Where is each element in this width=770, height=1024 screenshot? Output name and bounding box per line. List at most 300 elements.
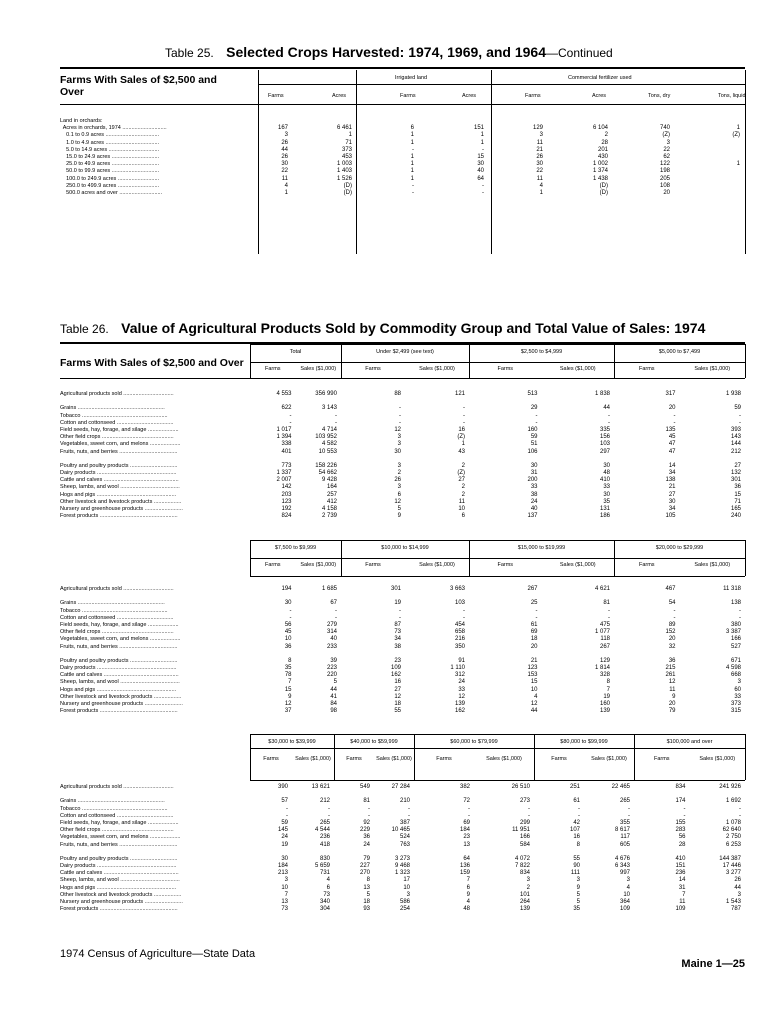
table-cell: 373	[341, 146, 352, 153]
table-cell: 11	[536, 175, 543, 182]
table-cell: -	[739, 419, 741, 426]
table-cell: 233	[326, 643, 337, 650]
table-cell: -	[608, 607, 610, 614]
table-cell: 6	[461, 513, 465, 520]
table26-title	[60, 320, 705, 338]
table-cell: 8	[288, 657, 292, 664]
table-cell: 167	[277, 125, 288, 132]
table-cell: 1 110	[450, 665, 465, 672]
table-cell: 29	[530, 405, 538, 412]
table-cell: 138	[665, 477, 676, 484]
table-cell: 1 543	[725, 899, 741, 905]
table25-column	[312, 118, 352, 197]
table-cell	[420, 849, 470, 856]
table-cell: -	[368, 812, 370, 819]
table-cell: 267	[599, 643, 610, 650]
table-cell: 103	[599, 441, 610, 448]
table-cell	[700, 190, 740, 197]
table-cell: 106	[527, 448, 538, 455]
table-cell: 145	[277, 827, 288, 834]
table-cell: 159	[459, 870, 470, 877]
table-cell	[700, 183, 740, 190]
table26-col-header: Sales ($1,000)	[699, 756, 736, 762]
table26-col-header: Farms	[638, 562, 655, 568]
table-cell: 2 007	[276, 477, 292, 484]
stub-label: Cattle and calves .................................................	[60, 870, 179, 877]
table-cell	[420, 791, 470, 798]
table-cell: 13 621	[311, 784, 330, 790]
table-cell: 430	[597, 153, 608, 160]
table-cell: 824	[281, 513, 292, 520]
table-cell	[700, 168, 740, 175]
table-cell: 55	[394, 708, 401, 715]
table-cell: 8	[366, 877, 370, 884]
table-cell: -	[463, 412, 465, 419]
table-cell: 261	[665, 672, 676, 679]
table-cell: -	[463, 405, 465, 412]
table-cell: 26	[394, 477, 401, 484]
table-cell: 43	[458, 448, 465, 455]
table-cell	[248, 118, 288, 125]
table-cell: 84	[330, 701, 337, 707]
table-cell: 117	[620, 834, 630, 841]
table-cell	[312, 118, 352, 125]
table26-col-header: Farms	[638, 366, 655, 372]
table26-column	[691, 586, 741, 715]
table-cell: 56	[678, 834, 686, 841]
table-cell: 10	[284, 636, 292, 643]
table-cell: 5	[333, 679, 337, 686]
table-cell: 1	[736, 161, 740, 168]
table-cell: -	[608, 412, 610, 419]
table-cell: 4 158	[321, 506, 337, 512]
table-cell: 10	[403, 884, 410, 891]
table-cell: -	[412, 182, 414, 189]
table-cell: 236	[675, 870, 686, 877]
table26-header-rule	[250, 576, 745, 577]
table-cell: 35	[284, 665, 292, 672]
table-cell: 24	[281, 834, 288, 841]
table-cell: 373	[730, 701, 741, 707]
table25-title	[165, 44, 613, 62]
table26-divider	[745, 540, 746, 576]
table-cell: 93	[363, 906, 370, 913]
table-cell: 26 510	[511, 784, 530, 790]
table-cell: 44	[530, 708, 538, 715]
table-cell: 1 526	[336, 175, 352, 182]
table-cell	[415, 398, 465, 405]
table-cell	[626, 456, 676, 463]
table-cell: 350	[454, 643, 465, 650]
table26-column	[560, 391, 610, 520]
stub-label: Tobacco ........................................................	[60, 805, 168, 812]
table-cell: 30	[668, 498, 676, 505]
table-cell	[700, 147, 740, 154]
table-cell: 144	[730, 441, 741, 448]
table-cell: 69	[530, 629, 538, 636]
table-cell: 16	[573, 834, 580, 841]
table-cell: 34	[668, 470, 676, 477]
table-cell: 156	[599, 434, 610, 441]
table26-column	[480, 784, 530, 913]
table-cell: 364	[619, 899, 630, 905]
table-cell: 30	[530, 462, 538, 469]
table-cell: 33	[603, 484, 610, 491]
table-cell: 212	[730, 448, 741, 455]
table-cell: 71	[345, 139, 352, 146]
table-cell: 118	[600, 636, 610, 643]
table-cell: 45	[668, 434, 676, 441]
table-cell: -	[335, 607, 337, 614]
table-cell: (D)	[599, 189, 608, 196]
table-cell: 668	[730, 672, 741, 679]
table-cell: 8	[576, 841, 580, 848]
table-cell: 200	[527, 477, 538, 484]
table-cell: 15	[284, 686, 292, 693]
table-cell: 88	[394, 391, 401, 397]
table-cell: (Z)	[732, 132, 740, 139]
table25-stub	[60, 118, 256, 197]
table-cell: 1	[539, 189, 543, 196]
table-cell: -	[739, 607, 741, 614]
table-cell: 89	[668, 621, 676, 628]
table-cell	[700, 140, 740, 147]
table-cell: 151	[675, 863, 686, 870]
table-cell: 26	[536, 153, 543, 160]
table-cell: 830	[319, 855, 330, 862]
table-cell: -	[335, 614, 337, 621]
table-cell: 38	[394, 643, 401, 650]
table26-col-header: Farms	[346, 756, 362, 762]
table-cell: -	[535, 614, 538, 621]
table-cell: 9	[466, 891, 470, 898]
table-cell: 1 003	[336, 161, 352, 168]
table26-col-header: Farms	[497, 562, 514, 568]
table-cell: 73	[394, 629, 401, 636]
table-cell: 1	[410, 168, 414, 175]
table-cell: 48	[463, 906, 470, 913]
table-cell: -	[673, 607, 676, 614]
table26-column	[415, 391, 465, 520]
table-cell: 773	[281, 462, 292, 469]
table-cell: -	[608, 614, 610, 621]
stub-label: Other livestock and livestock products ..................	[60, 693, 182, 700]
table-cell: -	[608, 419, 610, 426]
table-cell: 19	[603, 693, 610, 700]
table-cell	[530, 849, 580, 856]
stub-label: Dairy products ....................................................	[60, 470, 177, 477]
stub-label: Forest products ...................................................	[60, 708, 178, 715]
table26-col-header: Farms	[497, 366, 514, 372]
table-cell: 299	[519, 819, 530, 826]
table-cell: -	[399, 607, 401, 614]
table-cell: 3	[397, 441, 401, 448]
table-cell: 162	[454, 708, 465, 715]
footer-source: 1974 Census of Agriculture—State Data	[60, 948, 256, 960]
table-cell: 251	[569, 784, 580, 790]
table-cell: 22	[663, 146, 670, 153]
table25-col-header: Farms	[525, 93, 541, 99]
table-cell: 14	[678, 877, 686, 884]
table26-column	[560, 586, 610, 715]
table-cell: 166	[730, 636, 741, 643]
table-cell: -	[683, 805, 686, 812]
table-cell	[351, 593, 401, 600]
table-cell: 236	[319, 834, 330, 841]
table26-column	[420, 784, 470, 913]
table-cell: 103 952	[315, 434, 337, 441]
table-cell: 6	[397, 491, 401, 498]
table-cell: 475	[599, 621, 610, 628]
table-cell: 257	[326, 491, 337, 498]
table-cell: 98	[330, 708, 337, 715]
table-cell: 1 685	[321, 586, 337, 592]
stub-label: Agricultural products sold .................................	[60, 391, 174, 397]
table-cell: 3	[406, 891, 410, 898]
table-cell: -	[289, 412, 292, 419]
table26-col-header: Sales ($1,000)	[591, 756, 627, 762]
stub-label: 500.0 acres and over ............................	[60, 189, 163, 196]
table-cell: 26	[281, 139, 288, 146]
table-cell: 22	[281, 168, 288, 175]
table26-column	[488, 586, 538, 715]
table26-column	[626, 586, 676, 715]
table-cell: 30	[603, 462, 610, 469]
table-cell: 121	[454, 391, 465, 397]
table-cell	[568, 118, 608, 125]
table-cell: 3 277	[725, 870, 741, 877]
stub-label: Other livestock and livestock products ..................	[60, 891, 182, 898]
table26-column	[415, 586, 465, 715]
table26-group-header: Under $2,499 (see text)	[376, 349, 434, 355]
table-cell: 139	[454, 701, 465, 707]
table-cell: 92	[363, 819, 370, 826]
table-cell: 229	[359, 827, 370, 834]
table-cell: 3	[284, 877, 288, 884]
table-cell: 17 446	[722, 863, 741, 870]
table-cell: 13	[463, 841, 470, 848]
table26-group-header: $30,000 to $39,999	[268, 739, 316, 745]
table-cell: 328	[599, 672, 610, 679]
table-cell: 1 078	[725, 819, 741, 826]
table-cell: 605	[619, 841, 630, 848]
stub-label: Agricultural products sold .................................	[60, 784, 174, 790]
table-cell: 5	[366, 891, 370, 898]
table-cell: 6	[326, 884, 330, 891]
table-cell: 356 990	[315, 391, 337, 397]
table26-group-header: $10,000 to $14,999	[381, 545, 429, 551]
table-cell: 671	[730, 657, 741, 664]
table26-group-header: $60,000 to $79,999	[450, 739, 498, 745]
table-cell: 198	[659, 168, 670, 175]
table-cell: 137	[527, 513, 538, 520]
table-cell: 9 428	[321, 477, 337, 484]
table-cell: 18	[530, 636, 538, 643]
table-cell: 37	[284, 708, 292, 715]
table-cell: 108	[659, 182, 670, 189]
table-cell: 297	[599, 448, 610, 455]
stub-label: Cotton and cottonseed .....................................	[60, 419, 174, 426]
table-cell: 12	[530, 701, 538, 707]
table-cell: 740	[659, 125, 670, 132]
table-cell: -	[412, 146, 414, 153]
stub-label: Other field crops ...............................................	[60, 629, 174, 636]
stub-label: Land in orchards:	[60, 118, 103, 124]
table-cell: 658	[454, 629, 465, 636]
table-cell: -	[289, 614, 292, 621]
table-cell: 36	[734, 484, 741, 491]
table-cell: 1	[410, 175, 414, 182]
table-cell: 62 640	[722, 827, 741, 834]
table26-block-top-rule	[250, 734, 745, 735]
table25-col-header: Acres	[462, 93, 477, 99]
table-cell: 101	[519, 891, 530, 898]
table26-divider	[745, 344, 746, 378]
stub-label	[60, 651, 245, 658]
table-cell: 109	[390, 665, 401, 672]
table-cell: 1 938	[725, 391, 741, 397]
table-cell: 241 926	[719, 784, 741, 790]
table-cell: 30	[394, 448, 401, 455]
table-cell: 8 617	[614, 827, 630, 834]
table-cell: 158 226	[315, 462, 337, 469]
table-cell: -	[673, 614, 676, 621]
table-cell: 165	[730, 506, 741, 512]
table-cell: (D)	[343, 182, 352, 189]
table-cell: 410	[599, 477, 610, 484]
table-cell: 1	[736, 125, 740, 132]
table-cell: 1	[348, 132, 352, 139]
table-cell	[691, 849, 741, 856]
table-cell	[530, 791, 580, 798]
table-cell: 6 253	[725, 841, 741, 848]
table25-divider	[356, 70, 357, 254]
stub-label: Sheep, lambs, and wool .......................................	[60, 679, 180, 686]
stub-label: Cotton and cottonseed .....................................	[60, 614, 174, 621]
table26-column	[530, 784, 580, 913]
table-cell: 48	[603, 470, 610, 477]
stub-label: Vegetables, sweet corn, and melons ....................	[60, 834, 181, 841]
table-cell: 4	[284, 182, 288, 189]
table26-col-header: Sales ($1,000)	[419, 562, 455, 568]
stub-label: Vegetables, sweet corn, and melons ....................	[60, 636, 181, 643]
table-cell: 81	[363, 798, 370, 805]
table-cell: 338	[281, 441, 292, 448]
table-cell: 997	[619, 870, 630, 877]
table-cell	[503, 118, 543, 125]
table26-group-header: $15,000 to $19,999	[517, 545, 566, 551]
table-cell: -	[683, 812, 686, 819]
table26-column	[488, 391, 538, 520]
table-cell: 26	[281, 153, 288, 160]
table-cell: 223	[326, 665, 337, 672]
table-cell: 78	[284, 672, 292, 679]
table-cell: 25	[530, 600, 538, 607]
table26-group-rule	[250, 362, 745, 363]
table-cell: -	[328, 812, 330, 819]
table26-column	[691, 391, 741, 520]
footer-page-number: Maine 1—25	[681, 958, 745, 970]
table-cell: 3	[576, 877, 580, 884]
table-cell: 834	[519, 870, 530, 877]
table-cell: 11	[458, 498, 465, 505]
table26-col-header: Farms	[653, 756, 670, 762]
table-cell: 174	[675, 798, 686, 805]
table-cell: 467	[665, 586, 676, 592]
table-cell: 1	[284, 189, 288, 196]
table-cell: 123	[281, 498, 292, 505]
stub-label: Fruits, nuts, and berries ......................................	[60, 841, 178, 848]
table-cell: -	[335, 419, 337, 426]
table-cell: 3	[539, 132, 543, 139]
table26-col-header: Farms	[436, 756, 452, 762]
table-cell: 7	[466, 877, 470, 884]
table-cell: 10	[458, 506, 465, 512]
table26-group-rule	[250, 558, 745, 559]
table-cell: -	[528, 812, 530, 819]
table-cell: 6 461	[336, 125, 352, 132]
table-cell: 1 323	[394, 870, 410, 877]
table26-header-rule	[250, 780, 745, 781]
table-cell	[242, 398, 292, 405]
table-cell: -	[482, 146, 484, 153]
table-cell: 401	[281, 448, 292, 455]
table-cell: 35	[603, 498, 610, 505]
table-cell: -	[463, 419, 465, 426]
stub-label: 15.0 to 24.9 acres ...............................	[60, 153, 160, 160]
table-cell: -	[482, 189, 484, 196]
table-cell: 54 662	[318, 470, 337, 477]
table-cell: 453	[341, 153, 352, 160]
table26-stub	[60, 391, 245, 520]
table-cell: 105	[665, 513, 676, 520]
table-cell: 304	[319, 906, 330, 913]
table-cell: 3	[737, 679, 741, 686]
table-cell: -	[739, 812, 741, 819]
table-cell: 1	[461, 441, 465, 448]
table-cell: -	[673, 419, 676, 426]
table-cell: 4	[326, 877, 330, 884]
table25-col-header: Tons, liquid	[718, 93, 746, 99]
table-cell: 216	[454, 636, 465, 643]
table-cell: 15	[530, 679, 538, 686]
table-cell: 9	[672, 693, 676, 700]
table-cell: 340	[319, 899, 330, 905]
table-cell: 11	[679, 899, 686, 905]
table-cell: 15	[477, 153, 484, 160]
table-cell: 39	[330, 657, 337, 664]
table-cell: 153	[527, 672, 538, 679]
table-cell: 69	[463, 819, 470, 826]
table-cell: -	[482, 182, 484, 189]
table-cell: 30	[281, 161, 288, 168]
stub-label: Fruits, nuts, and berries ......................................	[60, 643, 178, 650]
table-cell: 317	[665, 391, 676, 397]
table-cell: 1	[410, 153, 414, 160]
stub-label: Grains .........................................................	[60, 798, 165, 805]
table26-col-header: Sales ($1,000)	[559, 562, 596, 568]
table-cell: 21	[536, 146, 543, 153]
table-cell: 47	[668, 448, 676, 455]
table-cell: 312	[454, 672, 465, 679]
table-cell	[488, 398, 538, 405]
table26-col-header: Sales ($1,000)	[694, 366, 731, 372]
table-cell: 18	[363, 899, 370, 905]
table-cell: -	[578, 812, 580, 819]
table25-number: Table 25.	[165, 46, 214, 60]
stub-label: Cattle and calves .................................................	[60, 672, 179, 679]
table-cell: -	[286, 805, 288, 812]
